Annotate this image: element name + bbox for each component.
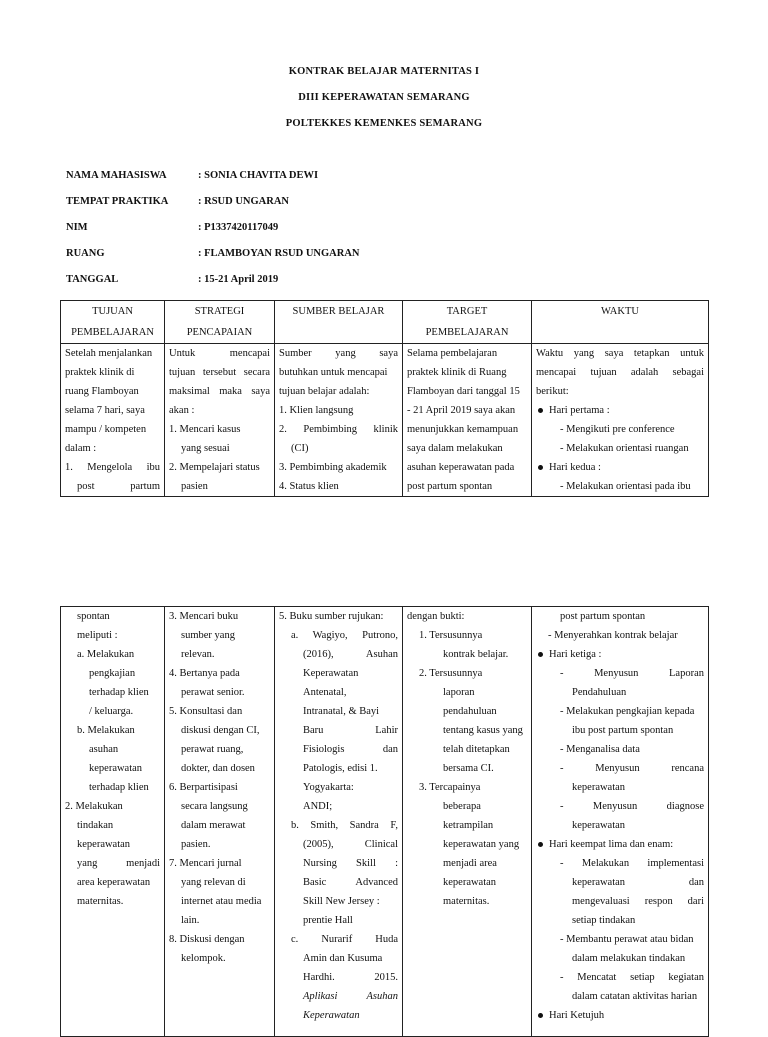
cell-text-line: keperawatan: [572, 820, 626, 831]
cell-text-line: terhadap klien: [89, 782, 149, 793]
cell-text-line: akan :: [169, 405, 195, 416]
cell-text-line: yang menjadi: [77, 858, 160, 869]
cell-text-line: 4. Status klien: [279, 481, 339, 492]
cell-text-line: saya dalam melakukan: [407, 443, 503, 454]
cell-text-line: Flamboyan dari tanggal 15: [407, 386, 520, 397]
cell-text-line: dengan bukti:: [407, 611, 465, 622]
cell-waktu: [532, 344, 709, 497]
cell-tujuan: [61, 607, 165, 1037]
cell-text-line: Sumber yang saya: [279, 348, 398, 359]
cell-sumber: [275, 344, 403, 497]
cell-text-line: perawat ruang,: [181, 744, 244, 755]
cell-text-line: dokter, dan dosen: [181, 763, 255, 774]
cell-text-line: 2. Tersusunnya: [419, 668, 483, 679]
cell-text-line: - Melakukan orientasi ruangan: [560, 443, 689, 454]
info-value: : P1337420117049: [198, 222, 279, 233]
cell-text-line: yang relevan di: [181, 877, 246, 888]
cell-text-line: Selama pembelajaran: [407, 348, 498, 359]
table-row: [61, 607, 709, 1037]
cell-text-line: Antenatal,: [303, 687, 347, 698]
cell-text-line: Fisiologis dan: [303, 744, 398, 755]
cell-text-line: - Menyusun Laporan: [560, 668, 704, 679]
cell-tujuan: [61, 344, 165, 497]
cell-text-line: keperawatan: [443, 877, 497, 888]
cell-text-line: (2005), Clinical: [303, 839, 398, 850]
cell-text-line: Keperawatan: [303, 1010, 360, 1021]
cell-text-line: Hardhi. 2015.: [303, 972, 398, 983]
cell-text-line: 6. Berpartisipasi: [169, 782, 238, 793]
cell-text-line: diskusi dengan CI,: [181, 725, 260, 736]
cell-text-line: berikut:: [536, 386, 569, 397]
cell-text-line: 1. Mengelola ibu: [65, 462, 160, 473]
cell-text-line: Patologis, edisi 1.: [303, 763, 378, 774]
cell-text-line: 2. Pembimbing klinik: [279, 424, 398, 435]
cell-text-line: prentie Hall: [303, 915, 353, 926]
bullet-icon: [538, 408, 543, 413]
cell-text-line: a. Melakukan: [77, 649, 135, 660]
col-header-text: TARGET: [446, 306, 488, 317]
cell-waktu: [532, 607, 709, 1037]
table-header-row: [61, 301, 709, 344]
cell-text-line: mengevaluasi respon dari: [572, 896, 704, 907]
cell-text-line: tindakan: [77, 820, 114, 831]
cell-text-line: - Menyusun diagnose: [560, 801, 704, 812]
cell-text-line: c. Nurarif Huda: [291, 934, 398, 945]
cell-text-line: a. Wagiyo, Putrono,: [291, 630, 398, 641]
cell-text-line: b. Melakukan: [77, 725, 135, 736]
cell-text-line: pengkajian: [89, 668, 136, 679]
cell-text-line: asuhan: [89, 744, 119, 755]
cell-text-line: Yogyakarta:: [303, 782, 354, 793]
cell-text-line: Keperawatan: [303, 668, 359, 679]
cell-text-line: 5. Konsultasi dan: [169, 706, 243, 717]
bullet-icon: [538, 652, 543, 657]
col-header-text: PEMBELAJARAN: [425, 327, 509, 338]
cell-text-line: 7. Mencari jurnal: [169, 858, 242, 869]
cell-text-line: mampu / kompeten: [65, 424, 147, 435]
cell-text-line: - Menganalisa data: [560, 744, 640, 755]
cell-text-line: 2. Mempelajari status: [169, 462, 260, 473]
cell-text-line: area keperawatan: [77, 877, 151, 888]
col-header-text: WAKTU: [601, 306, 639, 317]
info-value: : RSUD UNGARAN: [198, 196, 289, 207]
cell-text-line: tujuan belajar adalah:: [279, 386, 370, 397]
cell-text-line: post partum spontan: [407, 481, 493, 492]
cell-text-line: tentang kasus yang: [443, 725, 523, 736]
cell-text-line: menunjukkan kemampuan: [407, 424, 519, 435]
cell-text-line: 3. Mencari buku: [169, 611, 239, 622]
cell-text-line: - 21 April 2019 saya akan: [407, 405, 516, 416]
cell-text-line: dalam :: [65, 443, 97, 454]
cell-text-line: - Melakukan orientasi pada ibu: [560, 481, 691, 492]
cell-text-line: yang sesuai: [181, 443, 230, 454]
info-value: : FLAMBOYAN RSUD UNGARAN: [198, 248, 360, 259]
col-header-text: STRATEGI: [194, 306, 245, 317]
cell-text-line: Hari kedua :: [549, 462, 601, 473]
cell-text-line: 1. Klien langsung: [279, 405, 354, 416]
bullet-item: [536, 1006, 704, 1025]
cell-text-line: internet atau media: [181, 896, 262, 907]
col-header-target: [403, 301, 532, 344]
info-label: RUANG: [66, 248, 105, 259]
cell-text-line: sumber yang: [181, 630, 235, 641]
cell-text-line: Skill New Jersey :: [303, 896, 380, 907]
col-header-strategi: [165, 301, 275, 344]
cell-text-line: ruang Flamboyan: [65, 386, 139, 397]
cell-text-line: 2. Melakukan: [65, 801, 123, 812]
cell-text-line: spontan: [77, 611, 110, 622]
cell-text-line: 8. Diskusi dengan: [169, 934, 245, 945]
cell-text-line: lain.: [181, 915, 200, 926]
cell-text-line: - Mencatat setiap kegiatan: [560, 972, 704, 983]
info-value: : SONIA CHAVITA DEWI: [198, 170, 319, 181]
cell-text-line: - Melakukan pengkajian kepada: [560, 706, 695, 717]
cell-text-line: - Menyusun rencana: [560, 763, 704, 774]
doc-subtitle-institution: POLTEKKES KEMENKES SEMARANG: [285, 118, 483, 129]
cell-text-line: pasien: [181, 481, 208, 492]
cell-text-line: 1. Mencari kasus: [169, 424, 241, 435]
cell-text-line: kontrak belajar.: [443, 649, 509, 660]
learning-contract-table-part2: [60, 606, 709, 1037]
learning-contract-table-part1: [60, 300, 709, 497]
cell-text-line: Hari keempat lima dan enam:: [549, 839, 674, 850]
bullet-item: [536, 645, 704, 664]
cell-text-line: secara langsung: [181, 801, 248, 812]
cell-text-line: praktek klinik di: [65, 367, 135, 378]
cell-text-line: 5. Buku sumber rujukan:: [279, 611, 384, 622]
cell-text-line: dalam merawat: [181, 820, 246, 831]
cell-text-line: / keluarga.: [89, 706, 134, 717]
cell-text-line: maternitas.: [77, 896, 124, 907]
cell-text-line: pendahuluan: [443, 706, 497, 717]
info-value: : 15-21 April 2019: [198, 274, 279, 285]
cell-text-line: keperawatan: [77, 839, 131, 850]
cell-sumber: [275, 607, 403, 1037]
cell-text-line: laporan: [443, 687, 475, 698]
cell-text-line: mencapai tujuan adalah sebagai: [536, 367, 704, 378]
cell-text-line: ketrampilan: [443, 820, 494, 831]
cell-text-line: pasien.: [181, 839, 211, 850]
cell-text-line: (2016), Asuhan: [303, 649, 398, 660]
cell-text-line: keperawatan: [572, 782, 626, 793]
info-label: NIM: [66, 222, 88, 233]
cell-text-line: Hari pertama :: [549, 405, 610, 416]
doc-title: KONTRAK BELAJAR MATERNITAS I: [288, 66, 480, 77]
bullet-icon: [538, 1013, 543, 1018]
cell-strategi: [165, 607, 275, 1037]
doc-subtitle-program: DIII KEPERAWATAN SEMARANG: [298, 92, 470, 103]
cell-text-line: keperawatan yang: [443, 839, 520, 850]
cell-text-line: dalam catatan aktivitas harian: [572, 991, 698, 1002]
bullet-item: [536, 458, 704, 477]
cell-text-line: kelompok.: [181, 953, 226, 964]
col-header-text: SUMBER BELAJAR: [292, 306, 385, 317]
cell-text-line: maksimal maka saya: [169, 386, 270, 397]
cell-text-line: ANDI;: [303, 801, 333, 812]
cell-text-line: post partum: [77, 481, 160, 492]
cell-target: [403, 607, 532, 1037]
cell-text-line: (CI): [291, 443, 309, 454]
col-header-sumber: [275, 301, 403, 344]
cell-text-line: terhadap klien: [89, 687, 149, 698]
cell-text-line: Basic Advanced: [303, 877, 398, 888]
cell-text-line: telah ditetapkan: [443, 744, 510, 755]
cell-text-line: beberapa: [443, 801, 481, 812]
cell-text-line: 4. Bertanya pada: [169, 668, 240, 679]
cell-text-line: Waktu yang saya tetapkan untuk: [536, 348, 704, 359]
cell-text-line: relevan.: [181, 649, 215, 660]
info-label: NAMA MAHASISWA: [66, 170, 167, 181]
cell-text-line: 3. Tercapainya: [419, 782, 481, 793]
cell-text-line: meliputi :: [77, 630, 118, 641]
cell-text-line: Baru Lahir: [303, 725, 398, 736]
cell-text-line: keperawatan: [89, 763, 143, 774]
col-header-text: PENCAPAIAN: [186, 327, 253, 338]
cell-text-line: - Mengikuti pre conference: [560, 424, 675, 435]
cell-text-line: menjadi area: [443, 858, 497, 869]
col-header-text: TUJUAN: [92, 306, 133, 317]
col-header-waktu: [532, 301, 709, 344]
cell-text-line: maternitas.: [443, 896, 490, 907]
cell-text-line: asuhan keperawatan pada: [407, 462, 515, 473]
bullet-item: [536, 401, 704, 420]
cell-text-line: dalam melakukan tindakan: [572, 953, 686, 964]
bullet-icon: [538, 842, 543, 847]
cell-text-line: Untuk mencapai: [169, 348, 270, 359]
cell-text-line: bersama CI.: [443, 763, 494, 774]
cell-text-line: - Membantu perawat atau bidan: [560, 934, 694, 945]
cell-target: [403, 344, 532, 497]
cell-text-line: Nursing Skill :: [303, 858, 398, 869]
bullet-icon: [538, 465, 543, 470]
cell-text-line: perawat senior.: [181, 687, 245, 698]
cell-text-line: selama 7 hari, saya: [65, 405, 145, 416]
cell-text-line: butuhkan untuk mencapai: [279, 367, 388, 378]
cell-text-line: b. Smith, Sandra F,: [291, 820, 398, 831]
cell-strategi: [165, 344, 275, 497]
cell-text-line: Hari ketiga :: [549, 649, 602, 660]
cell-text-line: ibu post partum spontan: [572, 725, 674, 736]
cell-text-line: - Melakukan implementasi: [560, 858, 704, 869]
cell-text-line: Aplikasi Asuhan: [303, 991, 398, 1002]
info-label: TANGGAL: [66, 274, 119, 285]
cell-text-line: 1. Tersusunnya: [419, 630, 483, 641]
cell-text-line: Hari Ketujuh: [549, 1010, 605, 1021]
info-label: TEMPAT PRAKTIKA: [66, 196, 169, 207]
cell-text-line: Amin dan Kusuma: [303, 953, 383, 964]
bullet-item: [536, 835, 704, 854]
cell-text-line: Pendahuluan: [572, 687, 627, 698]
table-row: [61, 344, 709, 497]
cell-text-line: post partum spontan: [560, 611, 646, 622]
cell-text-line: Setelah menjalankan: [65, 348, 153, 359]
cell-text-line: - Menyerahkan kontrak belajar: [548, 630, 678, 641]
cell-text-line: setiap tindakan: [572, 915, 636, 926]
col-header-tujuan: [61, 301, 165, 344]
cell-text-line: tujuan tersebut secara: [169, 367, 270, 378]
col-header-text: PEMBELAJARAN: [71, 327, 154, 338]
cell-text-line: praktek klinik di Ruang: [407, 367, 507, 378]
cell-text-line: 3. Pembimbing akademik: [279, 462, 387, 473]
cell-text-line: keperawatan dan: [572, 877, 704, 888]
cell-text-line: Intranatal, & Bayi: [303, 706, 380, 717]
